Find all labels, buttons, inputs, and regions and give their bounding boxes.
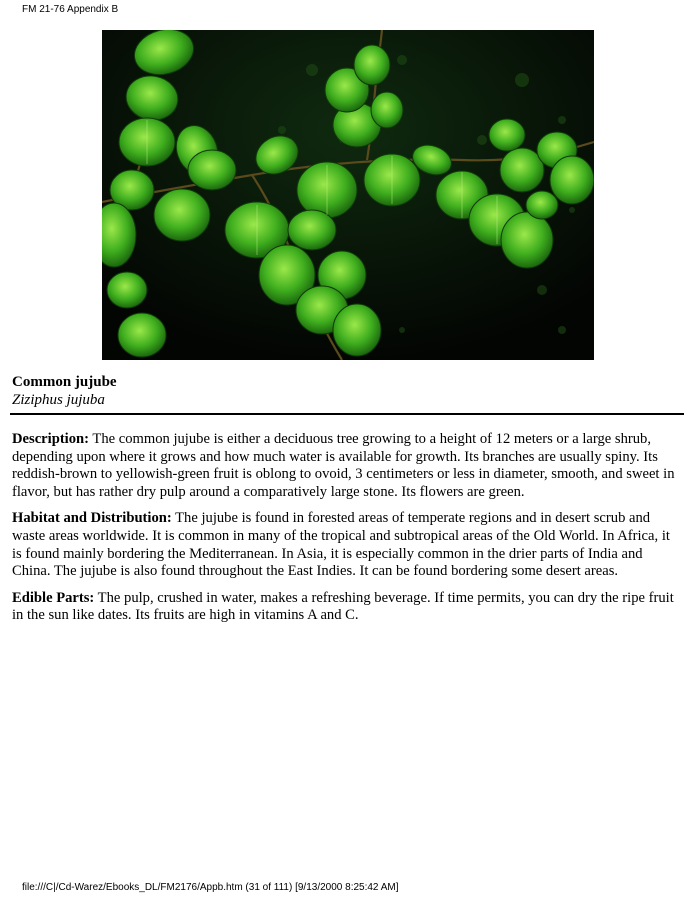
edible-parts-text: The pulp, crushed in water, makes a refreshing beverage. If time permits, you can dry the ripe fruit in the sun like dates. Its fruits are high in vitamins A and C. (12, 589, 674, 624)
plant-description (12, 431, 680, 634)
habitat-text: The jujube is found in forested areas of temperate regions and in desert scrub and waste areas worldwide. It is common in many of the tropical and subtropical areas of the Old World. In Africa, it is found mainly bordering the Mediterranean. In Asia, it is especially common in the drier parts of India and China. The jujube is also found throughout the East Indies. It can be found bordering some desert areas. (12, 510, 670, 580)
leaf-photo-icon (102, 30, 594, 360)
description-paragraph (12, 431, 680, 501)
page-header: FM 21-76 Appendix B (22, 4, 119, 15)
edible-parts-paragraph (12, 590, 680, 625)
edible-parts-label: Edible Parts: (12, 589, 95, 606)
habitat-label: Habitat and Distribution: (12, 510, 172, 527)
scientific-name: Ziziphus jujuba (12, 392, 105, 408)
section-divider (10, 413, 684, 415)
common-name: Common jujube (12, 374, 117, 390)
description-text: The common jujube is either a deciduous tree growing to a height of 12 meters or a large shrub, depending upon where it grows and how much water is available for growth. Its branches are usually spiny. Its reddish-brown to yellowish-green fruit is oblong to ovoid, 3 centimeters or less in diameter, smooth, and sweet in flavor, but has rather dry pulp around a comparatively large stone. Its flowers are green. (12, 431, 675, 500)
description-label: Description: (12, 431, 90, 447)
plant-title-block (12, 373, 117, 409)
plant-photo (102, 30, 594, 360)
habitat-paragraph (12, 510, 680, 580)
page-footer: file:///C|/Cd-Warez/Ebooks_DL/FM2176/Appb.htm (31 of 111) [9/13/2000 8:25:42 AM] (22, 882, 399, 893)
